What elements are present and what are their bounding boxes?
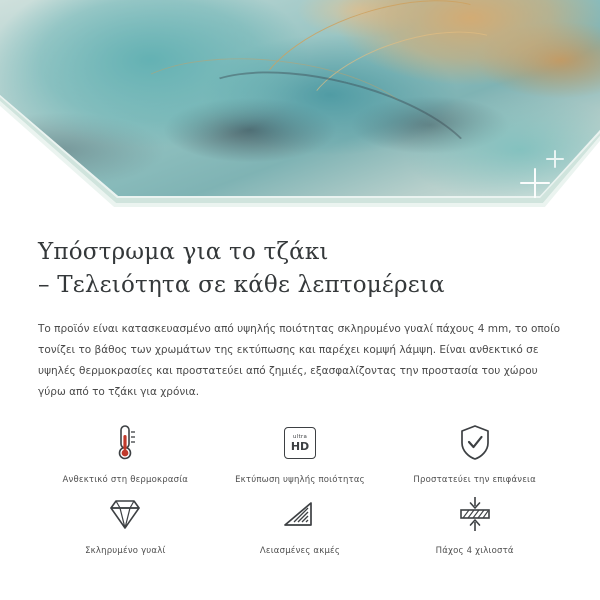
shield-check-icon [457,421,493,465]
feature-grid [38,421,562,557]
feature-item-high-quality-print [213,421,388,486]
thickness-icon [456,492,494,536]
feature-item-tempered-glass [38,492,213,557]
page-title [38,236,562,301]
feature-label: Προστατεύει την επιφάνεια [413,475,536,486]
feature-item-thickness [387,492,562,557]
ultra-hd-icon [284,421,316,465]
content-section [0,210,600,557]
ultra-hd-badge-bottom: HD [290,440,310,454]
headline-line-1: Υπόστρωμα για το τζάκι [38,239,329,265]
feature-item-temperature-resistant [38,421,213,486]
feature-label: Σκληρυμένο γυαλί [85,546,166,557]
smooth-edges-icon [281,492,319,536]
feature-label: Πάχος 4 χιλιοστά [435,546,514,557]
feature-label: Λειασμένες ακμές [259,546,341,557]
diamond-icon [105,492,145,536]
feature-item-surface-protection [387,421,562,486]
ultra-hd-badge-top: ultra [292,433,308,440]
thermometer-icon [108,421,142,465]
headline-line-2: – Τελειότητα σε κάθε λεπτομέρεια [38,271,445,298]
description-paragraph: Το προϊόν είναι κατασκευασμένο από υψηλής ποιότητας σκληρυμένο γυαλί πάχους 4 mm, το οποίο τονίζει το βάθος των χρωμάτων της εκτύπωσης και παρέχει κομψή λάμψη. Είναι ανθεκτικό σε υψηλές θερμοκρασίες και προστατεύει από ζημιές, εξασφαλίζοντας την προστασία του χώρου γύρω από το τζάκι για χρόνια. [38,323,561,399]
feature-label: Ανθεκτικό στη θερμοκρασία [62,475,189,486]
feature-label: Εκτύπωση υψηλής ποιότητας [235,475,365,486]
feature-item-smooth-edges [213,492,388,557]
hero-image [0,0,600,210]
